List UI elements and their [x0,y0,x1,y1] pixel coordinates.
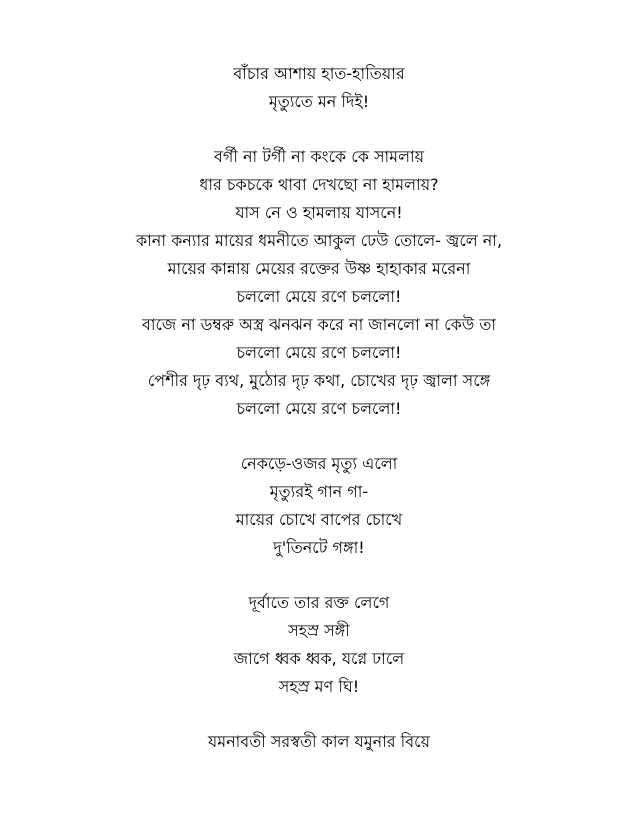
poem-line: সহস্র সঙ্গী [288,621,350,640]
poem-line: যাস নে ও হামলায় যাসনে! [235,203,403,222]
poem-line: দূর্বাতে তার রক্ত লেগে [248,593,390,612]
poem-line: চললো মেয়ে রণে চললো! [236,343,402,362]
poem-line: দু'তিনটে গঙ্গা! [273,538,365,557]
poem-line: মায়ের কান্নায় মেয়ের রক্তের উষ্ণ হাহাকার মরেনা [167,259,471,278]
poem-line: কানা কন্যার মায়ের ধমনীতে আকুল ঢেউ তোলে- জ্বলে না, [135,231,503,250]
poem-line: যমনাবতী সরস্বতী কাল যমুনার বিয়ে [208,732,430,751]
poem-line: চললো মেয়ে রণে চললো! [236,287,402,306]
poem-line: বাজে না ডম্বরু অস্ত্র ঝনঝন করে না জানলো না কেউ তা [141,315,497,334]
poem-line: বর্গী না টর্গী না কংকে কে সামলায় [213,147,425,166]
poem-line: সহস্র মণ ঘি! [278,677,360,696]
poem-line: ধার চকচকে থাবা দেখছো না হামলায়? [199,175,439,194]
poem-line: মায়ের চোখে বাপের চোখে [235,510,403,529]
poem-line: পেশীর দৃঢ় ব্যথ, মুঠোর দৃঢ় কথা, চোখের দৃঢ় জ্বালা সঙ্গে [147,371,491,390]
poem-line: মৃত্যুরই গান গা- [269,482,369,501]
poem-line: জাগে ধ্বক ধ্বক, যগ্নে ঢালে [233,649,405,668]
poem-line: নেকড়ে-ওজর মৃত্যু এলো [240,454,398,473]
poem-line: মৃত্যুতে মন দিই! [268,92,370,111]
poem-line: চললো মেয়ে রণে চললো! [236,399,402,418]
poem-line: বাঁচার আশায় হাত-হাতিয়ার [233,64,405,83]
